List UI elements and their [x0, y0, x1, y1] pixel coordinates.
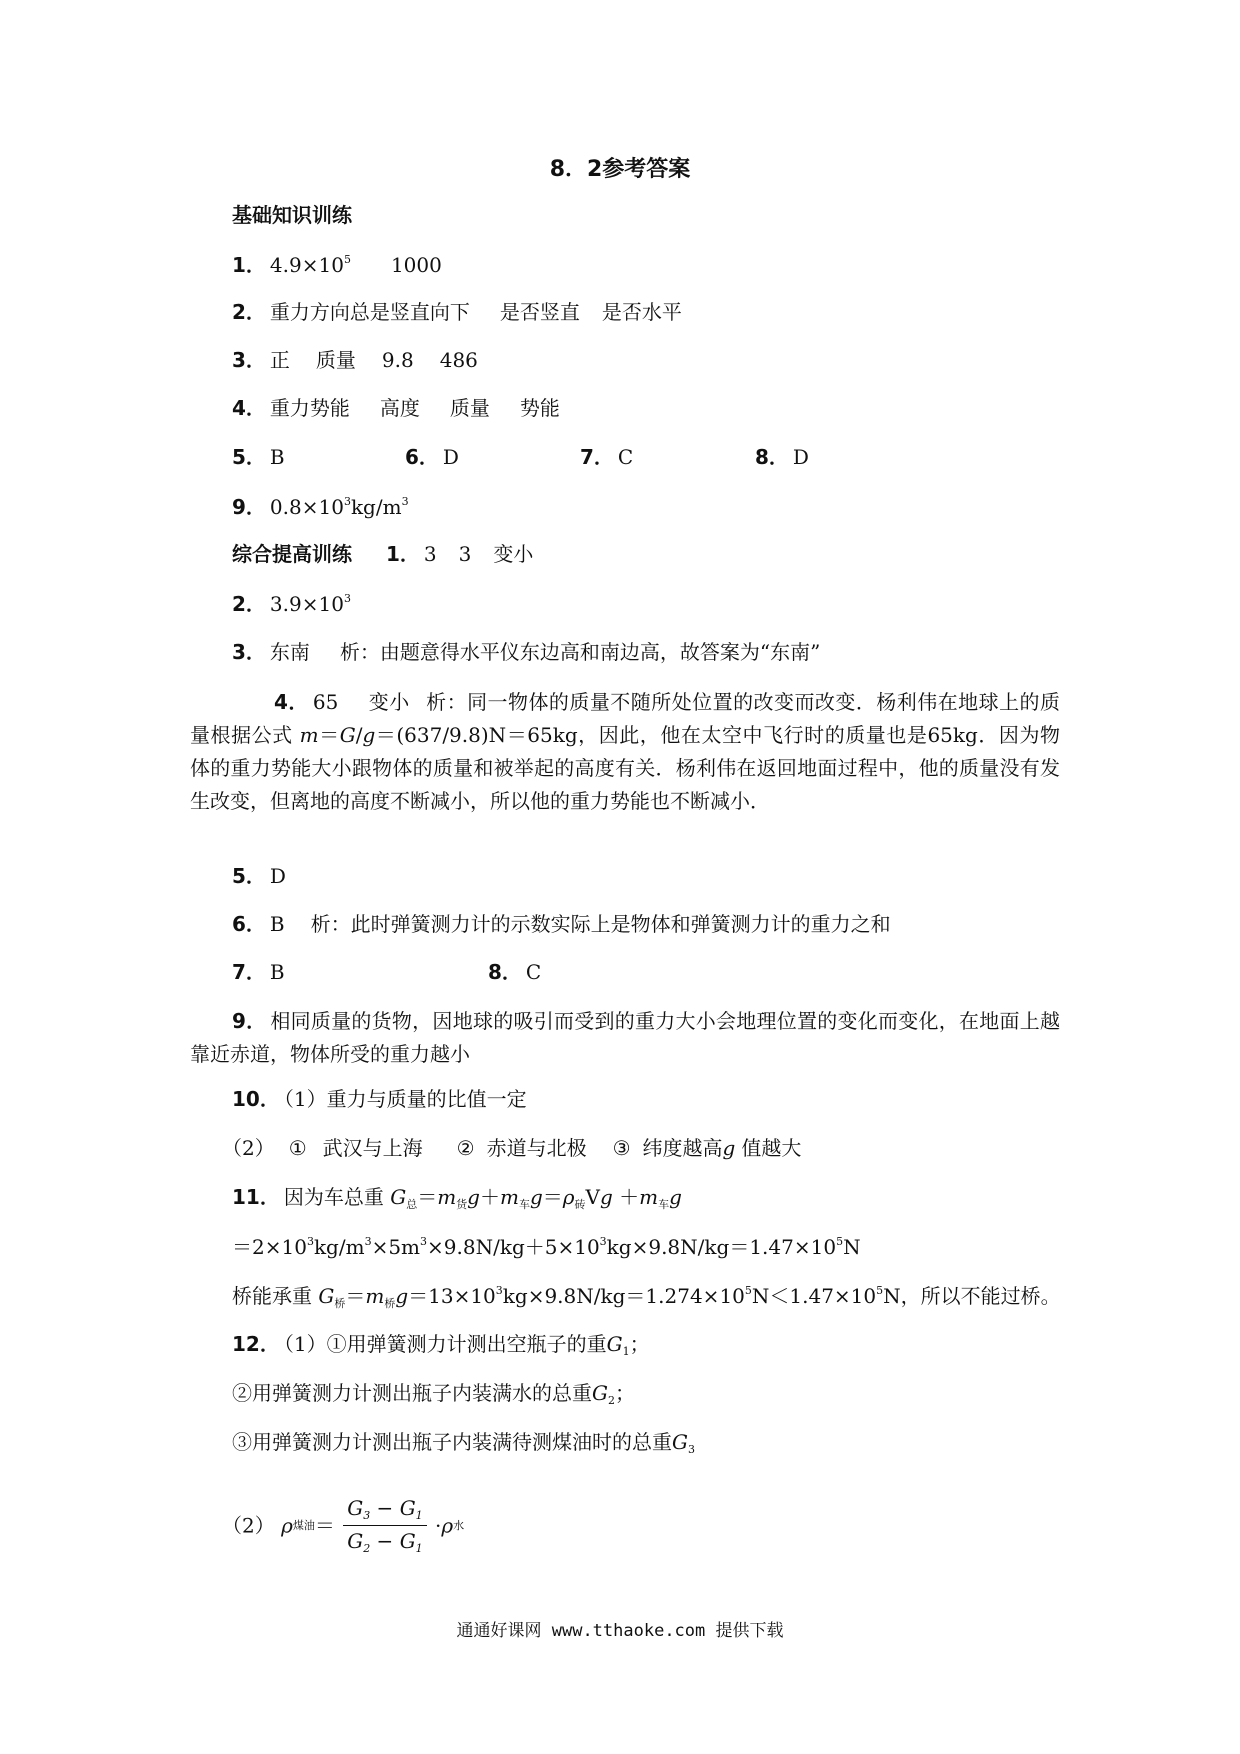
adv-answer-5: 5． D — [232, 864, 286, 888]
adv-answer-4: 4． 65 变小 析：同一物体的质量不随所处位置的改变而改变．杨利伟在地球上的质量根据公式 m＝G/g＝(637/9.8)N＝65kg，因此，他在太空中飞行时的质量也是65kg．因为物体的重力势能大小跟物体的质量和被举起的高度有关．杨利伟在返回地面过程中，他的质量没有发生改变，但离地的高度不断减小，所以他的重力势能也不断减小． — [190, 690, 1061, 813]
answer-9: 9． $0.8\times 10^3kg/m^3$ — [232, 495, 409, 519]
adv-answer-7: 7． B — [232, 960, 285, 984]
answer-3: 3． 正 质量 9.8 486 — [232, 348, 478, 372]
adv-answer-11-line3: 桥能承重 $G_桥=m_桥g=13\times 10^3kg\times 9.8N/kg=1.274\times 10^5N<1.47\times 10^5N$，所以不能过桥。 — [232, 1284, 1061, 1310]
adv-answer-8: 8． C — [488, 960, 542, 984]
answer-5: 5． B — [232, 445, 285, 469]
section-heading-advanced: 综合提高训练 1． 3 3 变小 — [232, 542, 534, 566]
answer-1: 1． $4.9\times 10^5$ 1000 — [232, 253, 442, 277]
answer-8: 8． D — [755, 445, 809, 469]
adv-answer-3: 3． 东南 析：由题意得水平仪东边高和南边高，故答案为“东南” — [232, 640, 821, 664]
adv-answer-10-part2: （2） ① 武汉与上海 ② 赤道与北极 ③ 纬度越高g 值越大 — [222, 1136, 802, 1160]
section-heading-basic: 基础知识训练 — [232, 203, 352, 227]
adv-answer-10-part1: 10． （1）重力与质量的比值一定 — [232, 1087, 527, 1111]
adv-answer-9: 9． 相同质量的货物，因地球的吸引而受到的重力大小会地理位置的变化而变化，在地面上越靠近赤道，物体所受的重力越小 — [190, 1009, 1060, 1066]
answer-2: 2． 重力方向总是竖直向下 是否竖直 是否水平 — [232, 300, 682, 324]
footer-credit: 通通好课网 www.tthaoke.com 提供下载 — [456, 1621, 784, 1641]
adv-answer-12-formula: （2） ρ煤油＝ $\frac{G_3 - G_1}{G_2 - G_1}$ ·ρ水 — [222, 1496, 465, 1556]
adv-answer-12-line1: 12． （1）①用弹簧测力计测出空瓶子的重$G_1$； — [232, 1332, 650, 1358]
adv-answer-12-line3: ③用弹簧测力计测出瓶子内装满待测煤油时的总重$G_3$ — [232, 1430, 695, 1456]
adv-answer-2: 2． $3.9\times 10^3$ — [232, 592, 351, 616]
answer-6: 6． D — [405, 445, 459, 469]
adv-answer-12-line2: ②用弹簧测力计测出瓶子内装满水的总重$G_2$； — [232, 1381, 635, 1407]
answer-4: 4． 重力势能 高度 质量 势能 — [232, 396, 560, 420]
answer-7: 7． C — [580, 445, 634, 469]
adv-answer-11-line2: $=2\times 10^3kg/m^3\times 5m^3\times 9.8N/kg+5\times 10^3kg\times 9.8N/kg=1.47\times 10^5N$ — [232, 1235, 861, 1259]
adv-answer-6: 6． B 析：此时弹簧测力计的示数实际上是物体和弹簧测力计的重力之和 — [232, 912, 891, 936]
density-fraction: $\frac{G_3 - G_1}{G_2 - G_1}$ — [343, 1496, 426, 1555]
adv-answer-11-line1: 11． 因为车总重 $G_总=m_货g+m_车g=\rho_砖Vg +m_车g$ — [232, 1185, 682, 1211]
page-title: 8．2参考答案 — [549, 157, 691, 182]
